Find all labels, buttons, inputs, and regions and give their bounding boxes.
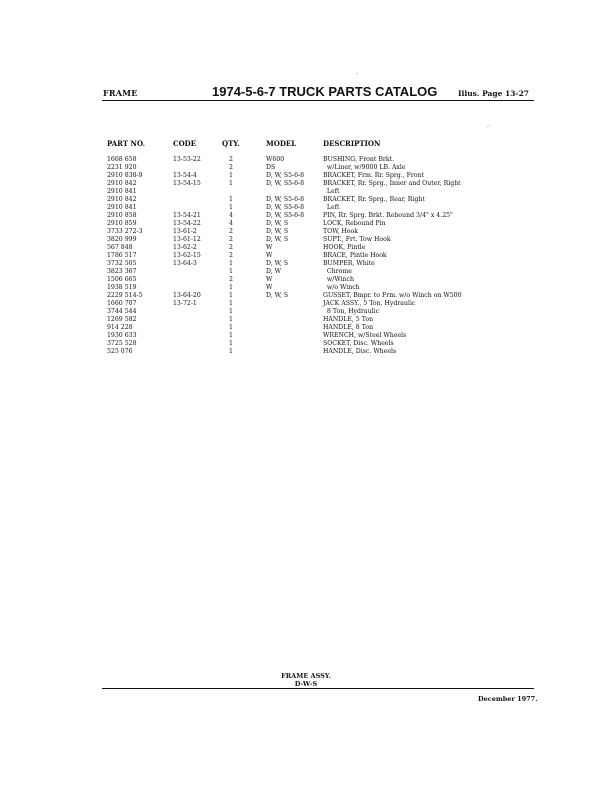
part-description: Left xyxy=(323,204,340,211)
part-number: 2910 859 xyxy=(107,220,137,227)
parts-table xyxy=(0,156,612,356)
part-number: 3732 505 xyxy=(107,260,137,267)
part-description: GUSSET, Bmpr. to Frm. w/o Winch on W500 xyxy=(323,292,462,299)
part-qty: 1 xyxy=(229,172,233,179)
table-row xyxy=(0,324,612,332)
part-qty: 1 xyxy=(229,204,233,211)
part-qty: 2 xyxy=(229,244,233,251)
figure-caption: FRAME ASSY. xyxy=(281,672,331,680)
part-qty: 1 xyxy=(229,348,233,355)
part-model: D, W, S xyxy=(266,220,289,227)
table-row xyxy=(0,244,612,252)
part-number: 3744 544 xyxy=(107,308,137,315)
catalog-title: 1974-5-6-7 TRUCK PARTS CATALOG xyxy=(212,84,438,99)
part-number: 2910 842 xyxy=(107,196,137,203)
part-qty: 1 xyxy=(229,340,233,347)
table-row xyxy=(0,180,612,188)
part-number: 3725 528 xyxy=(107,340,137,347)
part-number: 2229 514-5 xyxy=(107,292,143,299)
part-description: SUPT., Frt. Tow Hook xyxy=(323,236,391,243)
table-row xyxy=(0,340,612,348)
table-row xyxy=(0,260,612,268)
part-code: 13-64-3 xyxy=(173,260,197,267)
part-model: DS xyxy=(266,164,276,171)
part-model: D, W, S5-6-8 xyxy=(266,172,305,179)
part-model: D, W xyxy=(266,268,282,275)
part-description: HANDLE, Disc. Wheels xyxy=(323,348,397,355)
part-description: WRENCH, w/Steel Wheels xyxy=(323,332,407,339)
table-row xyxy=(0,156,612,164)
part-qty: 2 xyxy=(229,252,233,259)
part-description: JACK ASSY., 5 Ton, Hydraulic xyxy=(323,300,416,307)
part-number: 525 076 xyxy=(107,348,133,355)
footer-rule xyxy=(102,688,534,689)
part-number: 567 848 xyxy=(107,244,133,251)
part-description: w/Liner, w/9000 LB. Axle xyxy=(323,164,406,171)
illus-page-ref: Illus. Page 13-27 xyxy=(458,89,530,98)
part-number: 1786 517 xyxy=(107,252,137,259)
part-qty: 1 xyxy=(229,332,233,339)
part-qty: 1 xyxy=(229,196,233,203)
part-description: PIN, Rr. Sprg. Brkt. Rebound 3/4" x 4.25" xyxy=(323,212,453,219)
header-rule xyxy=(102,100,534,101)
part-qty: 4 xyxy=(229,220,233,227)
part-model: W xyxy=(266,244,273,251)
part-number: 1269 582 xyxy=(107,316,137,323)
part-qty: 1 xyxy=(229,316,233,323)
part-model: D, W, S5-6-8 xyxy=(266,212,305,219)
table-row xyxy=(0,252,612,260)
part-model: D, W, S5-6-8 xyxy=(266,196,305,203)
table-row xyxy=(0,348,612,356)
part-number: 1506 665 xyxy=(107,276,137,283)
part-description: 8 Ton, Hydraulic xyxy=(323,308,380,315)
part-model: D, W, S xyxy=(266,236,289,243)
part-number: 2910 841 xyxy=(107,188,137,195)
part-description: BRACKET, Rr. Sprg., Rear, Right xyxy=(323,196,425,203)
publication-date: December 1977. xyxy=(478,695,538,703)
part-qty: 2 xyxy=(229,164,233,171)
part-description: TOW, Hook xyxy=(323,228,359,235)
part-model: W xyxy=(266,284,273,291)
part-model: D, W, S xyxy=(266,260,289,267)
part-number: 2910 842 xyxy=(107,180,137,187)
part-code: 13-54-21 xyxy=(173,212,201,219)
header-part-no: PART NO. xyxy=(107,139,146,148)
part-code: 13-54-22 xyxy=(173,220,201,227)
part-qty: 1 xyxy=(229,180,233,187)
header-qty: QTY. xyxy=(222,139,240,148)
part-description: Chrome xyxy=(323,268,352,275)
part-qty: 1 xyxy=(229,268,233,275)
part-qty: 1 xyxy=(229,260,233,267)
table-row xyxy=(0,212,612,220)
part-model: W xyxy=(266,252,273,259)
table-row xyxy=(0,300,612,308)
part-model: W600 xyxy=(266,156,285,163)
part-number: 2910 858 xyxy=(107,212,137,219)
table-row xyxy=(0,308,612,316)
part-qty: 2 xyxy=(229,228,233,235)
part-code: 13-62-15 xyxy=(173,252,201,259)
part-number: 2231 920 xyxy=(107,164,137,171)
part-description: BUMPER, White xyxy=(323,260,375,267)
header-description: DESCRIPTION xyxy=(323,139,381,148)
part-model: D, W, S5-6-8 xyxy=(266,204,305,211)
part-description: w/o Winch xyxy=(323,284,360,291)
part-description: HANDLE, 5 Ton xyxy=(323,316,374,323)
part-description: Left xyxy=(323,188,340,195)
part-qty: 4 xyxy=(229,212,233,219)
part-code: 13-54-15 xyxy=(173,180,201,187)
part-description: HOOK, Pintle xyxy=(323,244,366,251)
part-code: 13-64-20 xyxy=(173,292,201,299)
table-row xyxy=(0,228,612,236)
part-qty: 1 xyxy=(229,284,233,291)
table-row xyxy=(0,268,612,276)
table-row xyxy=(0,316,612,324)
table-row xyxy=(0,236,612,244)
part-number: 2910 838-9 xyxy=(107,172,143,179)
part-description: BRACKET, Rr. Sprg., Inner and Outer, Right xyxy=(323,180,461,187)
scan-speck: · xyxy=(356,70,359,78)
part-description: BUSHING, Front Brkt. xyxy=(323,156,395,163)
header-model: MODEL xyxy=(266,139,297,148)
part-number: 1930 633 xyxy=(107,332,137,339)
part-code: 13-54-4 xyxy=(173,172,197,179)
table-row xyxy=(0,164,612,172)
part-number: 3823 367 xyxy=(107,268,137,275)
part-qty: 1 xyxy=(229,324,233,331)
part-model: D, W, S xyxy=(266,228,289,235)
table-row xyxy=(0,292,612,300)
part-number: 914 228 xyxy=(107,324,133,331)
part-description: BRACKET, Frm. Rr. Sprg., Front xyxy=(323,172,425,179)
table-row xyxy=(0,284,612,292)
table-row xyxy=(0,172,612,180)
part-code: 13-72-1 xyxy=(173,300,197,307)
figure-caption-models: D-W-S xyxy=(294,680,318,688)
part-qty: 2 xyxy=(229,156,233,163)
table-row xyxy=(0,220,612,228)
part-number: 1938 519 xyxy=(107,284,137,291)
table-row xyxy=(0,196,612,204)
part-number: 3733 272-3 xyxy=(107,228,143,235)
part-description: BRACE, Pintle Hook xyxy=(323,252,387,259)
part-model: W xyxy=(266,276,273,283)
pencil-mark: ⸝ xyxy=(486,121,490,129)
part-code: 13-61-2 xyxy=(173,228,197,235)
part-model: D, W, S xyxy=(266,292,289,299)
section-label: FRAME xyxy=(103,88,138,98)
part-number: 1668 658 xyxy=(107,156,137,163)
part-qty: 1 xyxy=(229,292,233,299)
table-row xyxy=(0,332,612,340)
part-number: 3820 999 xyxy=(107,236,137,243)
part-qty: 2 xyxy=(229,276,233,283)
part-qty: 1 xyxy=(229,308,233,315)
table-row xyxy=(0,276,612,284)
header-code: CODE xyxy=(173,139,197,148)
part-code: 13-61-12 xyxy=(173,236,201,243)
part-description: HANDLE, 8 Ton xyxy=(323,324,374,331)
part-number: 1660 707 xyxy=(107,300,137,307)
table-row xyxy=(0,188,612,196)
part-description: w/Winch xyxy=(323,276,354,283)
part-description: LOCK, Rebound Pin xyxy=(323,220,386,227)
part-model: D, W, S5-6-8 xyxy=(266,180,305,187)
table-row xyxy=(0,204,612,212)
part-description: SOCKET, Disc. Wheels xyxy=(323,340,394,347)
part-qty: 2 xyxy=(229,236,233,243)
part-qty: 1 xyxy=(229,300,233,307)
part-number: 2910 841 xyxy=(107,204,137,211)
part-code: 13-62-2 xyxy=(173,244,197,251)
part-code: 13-53-22 xyxy=(173,156,201,163)
